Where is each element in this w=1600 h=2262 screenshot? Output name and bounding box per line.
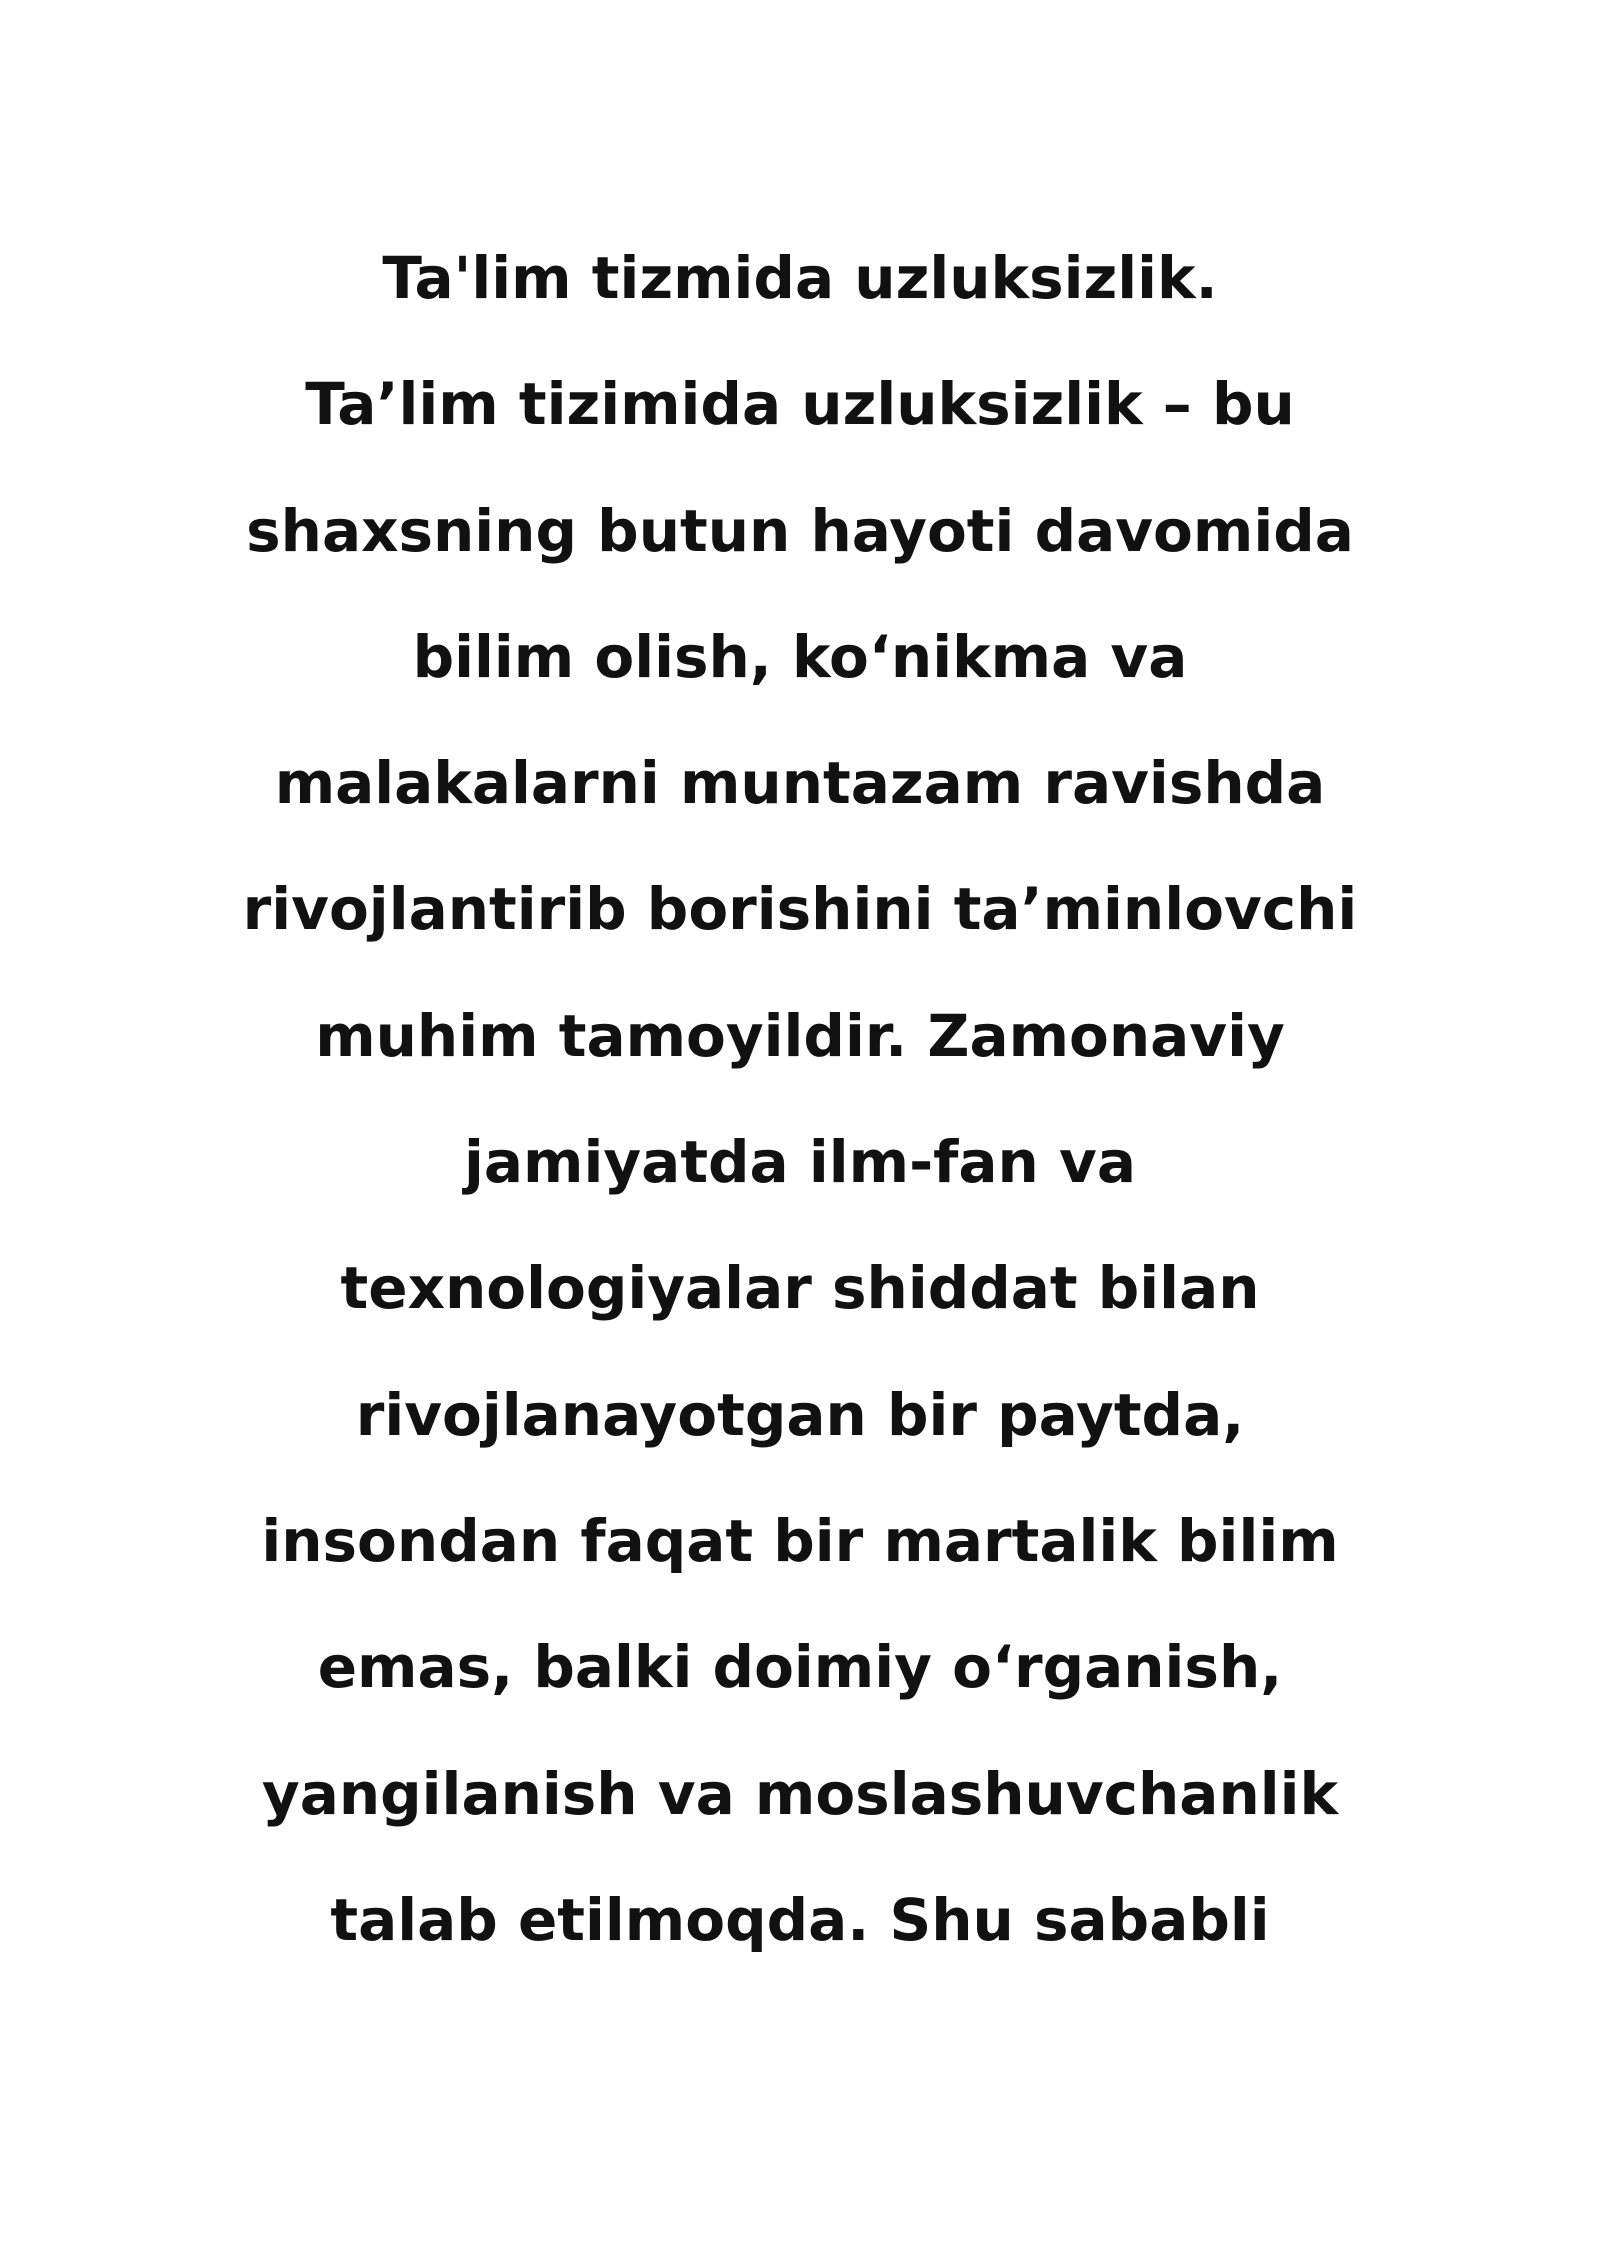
text-line: Ta’lim tizimida uzluksizlik – bu (305, 370, 1295, 439)
text-line: malakalarni muntazam ravishda (274, 749, 1326, 818)
text-line: rivojlanayotgan bir paytda, (355, 1380, 1245, 1449)
text-line: insondan faqat bir martalik bilim (261, 1506, 1339, 1575)
text-line: yangilanish va moslashuvchanlik (261, 1759, 1339, 1828)
document-body (0, 228, 1600, 1996)
text-line: emas, balki doimiy o‘rganish, (317, 1633, 1283, 1702)
text-line: bilim olish, ko‘nikma va (412, 622, 1188, 691)
text-line: shaxsning butun hayoti davomida (246, 496, 1354, 565)
text-line: jamiyatda ilm-fan va (464, 1128, 1136, 1197)
heading-line: Ta'lim tizmida uzluksizlik. (382, 244, 1218, 312)
text-line: texnologiyalar shiddat bilan (340, 1254, 1260, 1323)
text-line: muhim tamoyildir. Zamonaviy (315, 1001, 1285, 1070)
text-line: rivojlantirib borishini ta’minlovchi (242, 875, 1358, 944)
text-line: talab etilmoqda. Shu sababli (330, 1885, 1270, 1954)
